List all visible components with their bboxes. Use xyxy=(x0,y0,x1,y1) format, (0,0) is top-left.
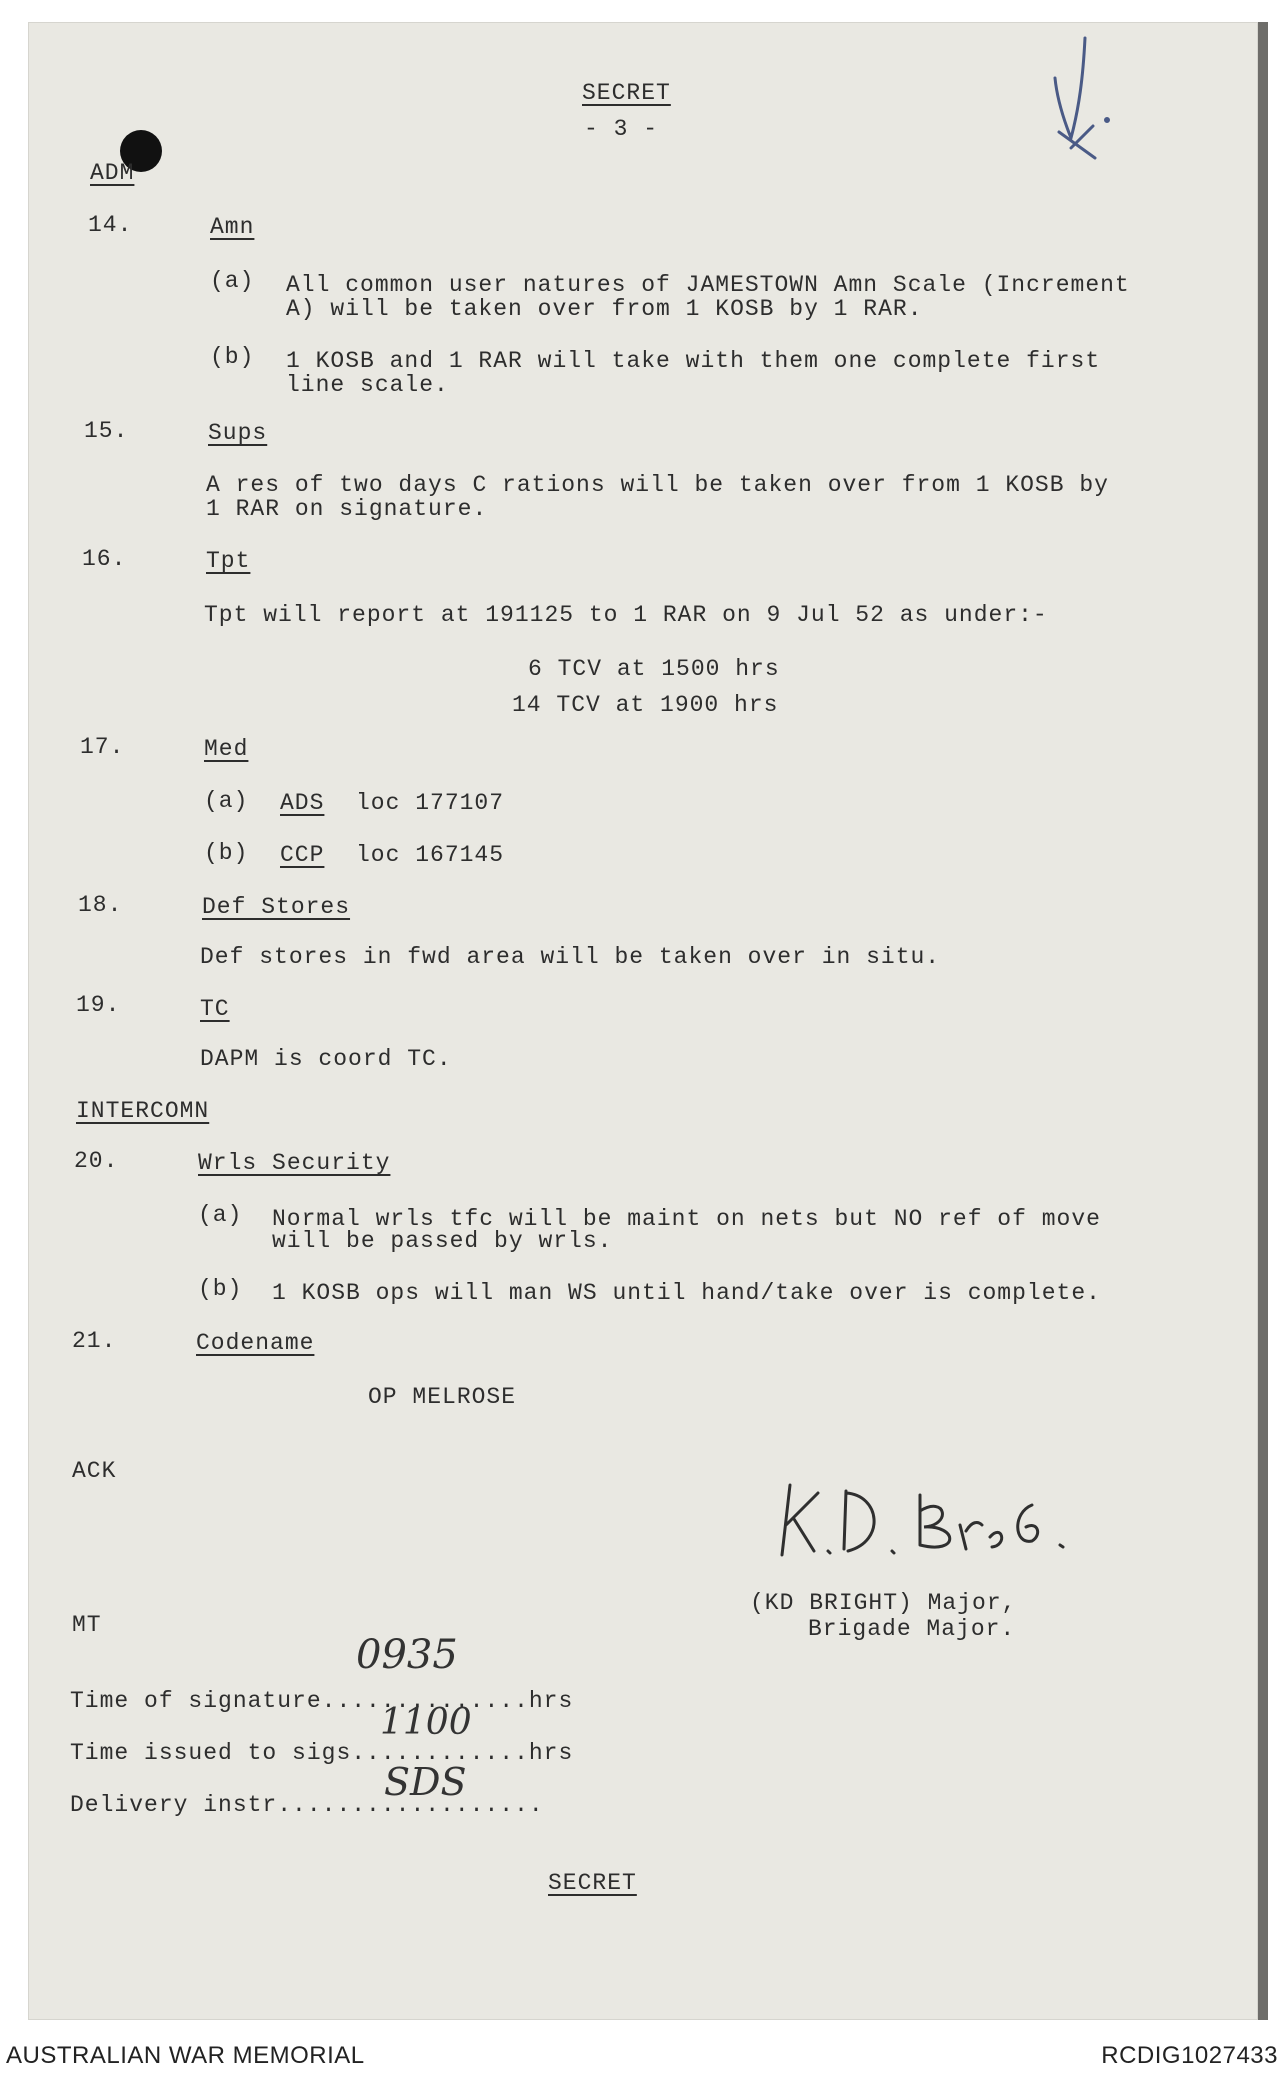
para-14-b-label: (b) xyxy=(210,344,255,370)
para-20-title: Wrls Security xyxy=(198,1150,391,1176)
para-14-a-line2: A) will be taken over from 1 KOSB by 1 RAR. xyxy=(286,296,923,322)
para-16-line1: Tpt will report at 191125 to 1 RAR on 9 Jul 52 as under:- xyxy=(204,602,1048,628)
para-21-title: Codename xyxy=(196,1330,315,1356)
para-20-a-label: (a) xyxy=(198,1202,243,1228)
para-15-line2: 1 RAR on signature. xyxy=(206,496,488,522)
para-17-b-loc: loc 167145 xyxy=(356,842,505,868)
para-17-a-label: (a) xyxy=(204,788,249,814)
classification-header: SECRET xyxy=(582,80,671,106)
page-number: - 3 - xyxy=(584,116,659,142)
signatory-role: Brigade Major. xyxy=(808,1616,1016,1642)
section-adm: ADM xyxy=(90,160,135,186)
para-18-number: 18. xyxy=(78,892,123,918)
para-19-line1: DAPM is coord TC. xyxy=(200,1046,452,1072)
para-15-line1: A res of two days C rations will be taken over from 1 KOSB by xyxy=(206,472,1109,498)
para-20-b-line1: 1 KOSB ops will man WS until hand/take over is complete. xyxy=(272,1280,1101,1306)
para-15-title: Sups xyxy=(208,420,268,446)
delivery-instr-field: Delivery instr.................. xyxy=(70,1792,544,1818)
para-14-number: 14. xyxy=(88,212,133,238)
handwritten-delivery: SDS xyxy=(384,1760,467,1804)
para-21-number: 21. xyxy=(72,1328,117,1354)
para-19-number: 19. xyxy=(76,992,121,1018)
para-18-line1: Def stores in fwd area will be taken over in situ. xyxy=(200,944,941,970)
ack-label: ACK xyxy=(72,1458,117,1484)
para-20-b-label: (b) xyxy=(198,1276,243,1302)
section-intercomn: INTERCOMN xyxy=(76,1098,210,1124)
para-14-title: Amn xyxy=(210,214,255,240)
signatory-name: (KD BRIGHT) Major, xyxy=(750,1590,1017,1616)
para-19-title: TC xyxy=(200,996,230,1022)
archive-footer-left: AUSTRALIAN WAR MEMORIAL xyxy=(6,2042,365,2069)
para-20-number: 20. xyxy=(74,1148,119,1174)
para-16-row1: 6 TCV at 1500 hrs xyxy=(528,656,780,682)
para-17-a-loc: loc 177107 xyxy=(356,790,505,816)
classification-footer: SECRET xyxy=(548,1870,637,1896)
para-14-b-line1: 1 KOSB and 1 RAR will take with them one complete first xyxy=(286,348,1101,374)
codename-value: OP MELROSE xyxy=(368,1384,517,1410)
para-18-title: Def Stores xyxy=(202,894,351,920)
archive-footer-right: RCDIG1027433 xyxy=(1101,2042,1278,2069)
para-17-a-unit: ADS xyxy=(280,790,325,816)
para-14-a-line1: All common user natures of JAMESTOWN Amn Scale (Increment xyxy=(286,272,1130,298)
page-edge-shadow xyxy=(1258,22,1268,2020)
para-14-b-line2: line scale. xyxy=(286,372,449,398)
handwritten-initials-mark xyxy=(1035,28,1115,168)
time-issued-field: Time issued to sigs............hrs xyxy=(70,1740,574,1766)
para-17-title: Med xyxy=(204,736,249,762)
para-17-number: 17. xyxy=(80,734,125,760)
para-20-a-line2: will be passed by wrls. xyxy=(272,1228,613,1254)
para-16-title: Tpt xyxy=(206,548,251,574)
para-17-b-label: (b) xyxy=(204,840,249,866)
para-20-a-line1: Normal wrls tfc will be maint on nets but NO ref of move xyxy=(272,1206,1101,1232)
handwritten-time-issued: 1100 xyxy=(380,1702,472,1743)
para-15-number: 15. xyxy=(84,418,129,444)
handwritten-time-signed: 0935 xyxy=(356,1632,458,1678)
para-16-number: 16. xyxy=(82,546,127,572)
para-14-a-label: (a) xyxy=(210,268,255,294)
mt-label: MT xyxy=(72,1612,102,1638)
time-of-signature-field: Time of signature..............hrs xyxy=(70,1688,574,1714)
signature-image xyxy=(770,1455,1090,1575)
para-16-row2: 14 TCV at 1900 hrs xyxy=(512,692,779,718)
para-17-b-unit: CCP xyxy=(280,842,325,868)
